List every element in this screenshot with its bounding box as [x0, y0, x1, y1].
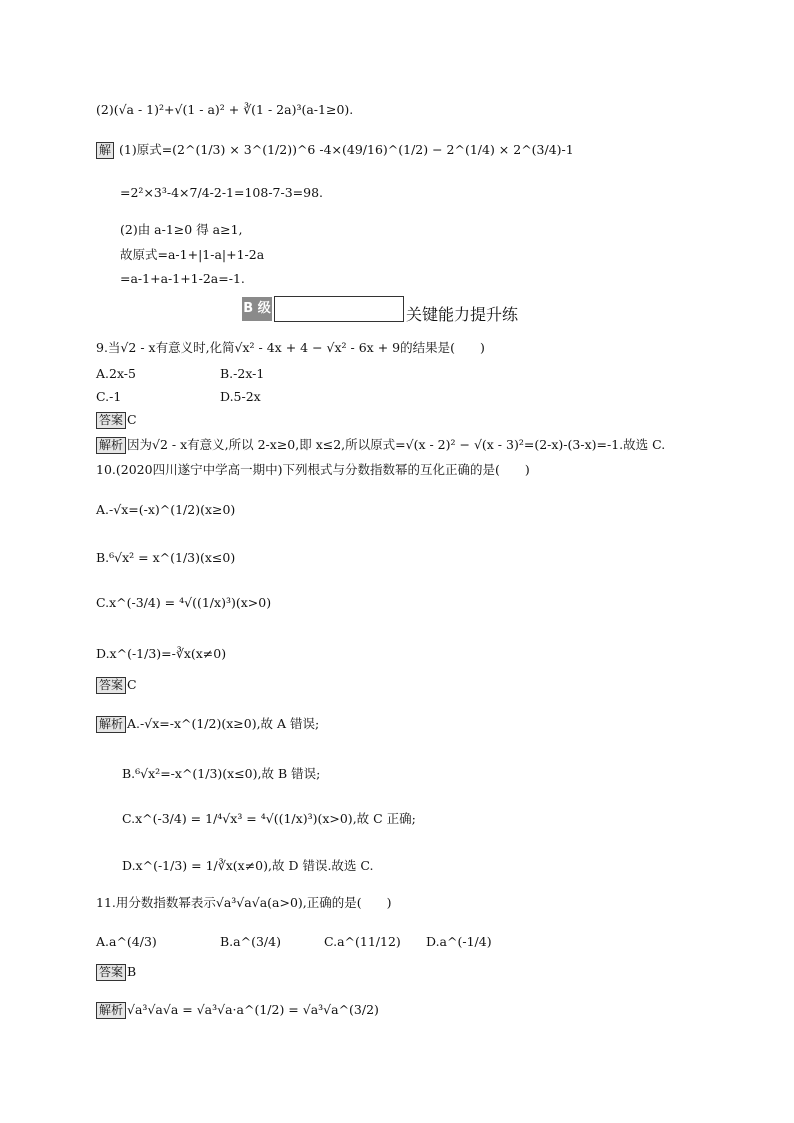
solution-tag: 解 [96, 142, 114, 159]
q11-option-d: D.a^(-1/4) [426, 934, 492, 949]
q9-analysis-text: 因为√2 - x有意义,所以 2-x≥0,即 x≤2,所以原式=√(x - 2)² − √(x - 3)²=(2-x)-(3-x)=-1.故选 C. [127, 437, 666, 452]
q9-option-b: B.-2x-1 [220, 366, 265, 381]
answer-tag: 答案 [96, 964, 126, 981]
question-9-stem: 9.当√2 - x有意义时,化简√x² - 4x + 4 − √x² - 6x + 9的结果是( ) [96, 340, 485, 355]
q11-answer-value: B [127, 964, 137, 979]
q11-analysis [96, 1002, 379, 1019]
q10-analysis-d: D.x^(-1/3) = 1/∛x(x≠0),故 D 错误.故选 C. [122, 858, 374, 873]
solution-1-line-1 [96, 142, 574, 159]
level-banner-blank-box [274, 296, 404, 322]
q11-option-c: C.a^(11/12) [324, 934, 401, 949]
solution-1-text: (1)原式=(2^(1/3) × 3^(1/2))^6 -4×(49/16)^(1/2) − 2^(1/4) × 2^(3/4)-1 [119, 142, 574, 157]
solution-2-line-2: 故原式=a-1+|1-a|+1-2a [120, 247, 265, 262]
q11-answer [96, 964, 136, 981]
q10-option-b: B.⁶√x² = x^(1/3)(x≤0) [96, 550, 236, 565]
q10-answer-value: C [127, 677, 137, 692]
q11-option-b: B.a^(3/4) [220, 934, 281, 949]
answer-tag: 答案 [96, 412, 126, 429]
q9-analysis [96, 437, 665, 454]
q9-answer [96, 412, 137, 429]
solution-2-line-1: (2)由 a-1≥0 得 a≥1, [120, 222, 243, 237]
question-11-stem: 11.用分数指数幂表示√a³√a√a(a>0),正确的是( ) [96, 895, 392, 910]
level-banner [242, 296, 562, 326]
q10-answer [96, 677, 137, 694]
solution-1-line-2: =2²×3³-4×7/4-2-1=108-7-3=98. [120, 185, 324, 200]
question-2-expression: (2)(√a - 1)²+√(1 - a)² + ∛(1 - 2a)³(a-1≥0). [96, 102, 354, 117]
q10-option-a: A.-√x=(-x)^(1/2)(x≥0) [96, 502, 236, 517]
q10-analysis-line-1 [96, 716, 319, 733]
solution-2-line-3: =a-1+a-1+1-2a=-1. [120, 271, 245, 286]
question-10-stem: 10.(2020四川遂宁中学高一期中)下列根式与分数指数幂的互化正确的是( ) [96, 462, 530, 477]
q9-option-d: D.5-2x [220, 389, 261, 404]
q10-analysis-b: B.⁶√x²=-x^(1/3)(x≤0),故 B 错误; [122, 766, 321, 781]
q11-option-a: A.a^(4/3) [96, 934, 157, 949]
q10-option-c: C.x^(-3/4) = ⁴√((1/x)³)(x>0) [96, 595, 272, 610]
analysis-tag: 解析 [96, 437, 126, 454]
q9-answer-value: C [127, 412, 137, 427]
q9-option-c: C.-1 [96, 389, 122, 404]
analysis-tag: 解析 [96, 716, 126, 733]
q10-analysis-c: C.x^(-3/4) = 1/⁴√x³ = ⁴√((1/x)³)(x>0),故 C 正确; [122, 811, 416, 826]
q10-option-d: D.x^(-1/3)=-∛x(x≠0) [96, 646, 227, 661]
level-title: 关键能力提升练 [406, 305, 519, 324]
analysis-tag: 解析 [96, 1002, 126, 1019]
q11-analysis-text: √a³√a√a = √a³√a·a^(1/2) = √a³√a^(3/2) [127, 1002, 379, 1017]
q9-option-a: A.2x-5 [96, 366, 136, 381]
answer-tag: 答案 [96, 677, 126, 694]
level-badge: B 级 [242, 297, 272, 321]
q10-analysis-a: A.-√x=-x^(1/2)(x≥0),故 A 错误; [127, 716, 320, 731]
